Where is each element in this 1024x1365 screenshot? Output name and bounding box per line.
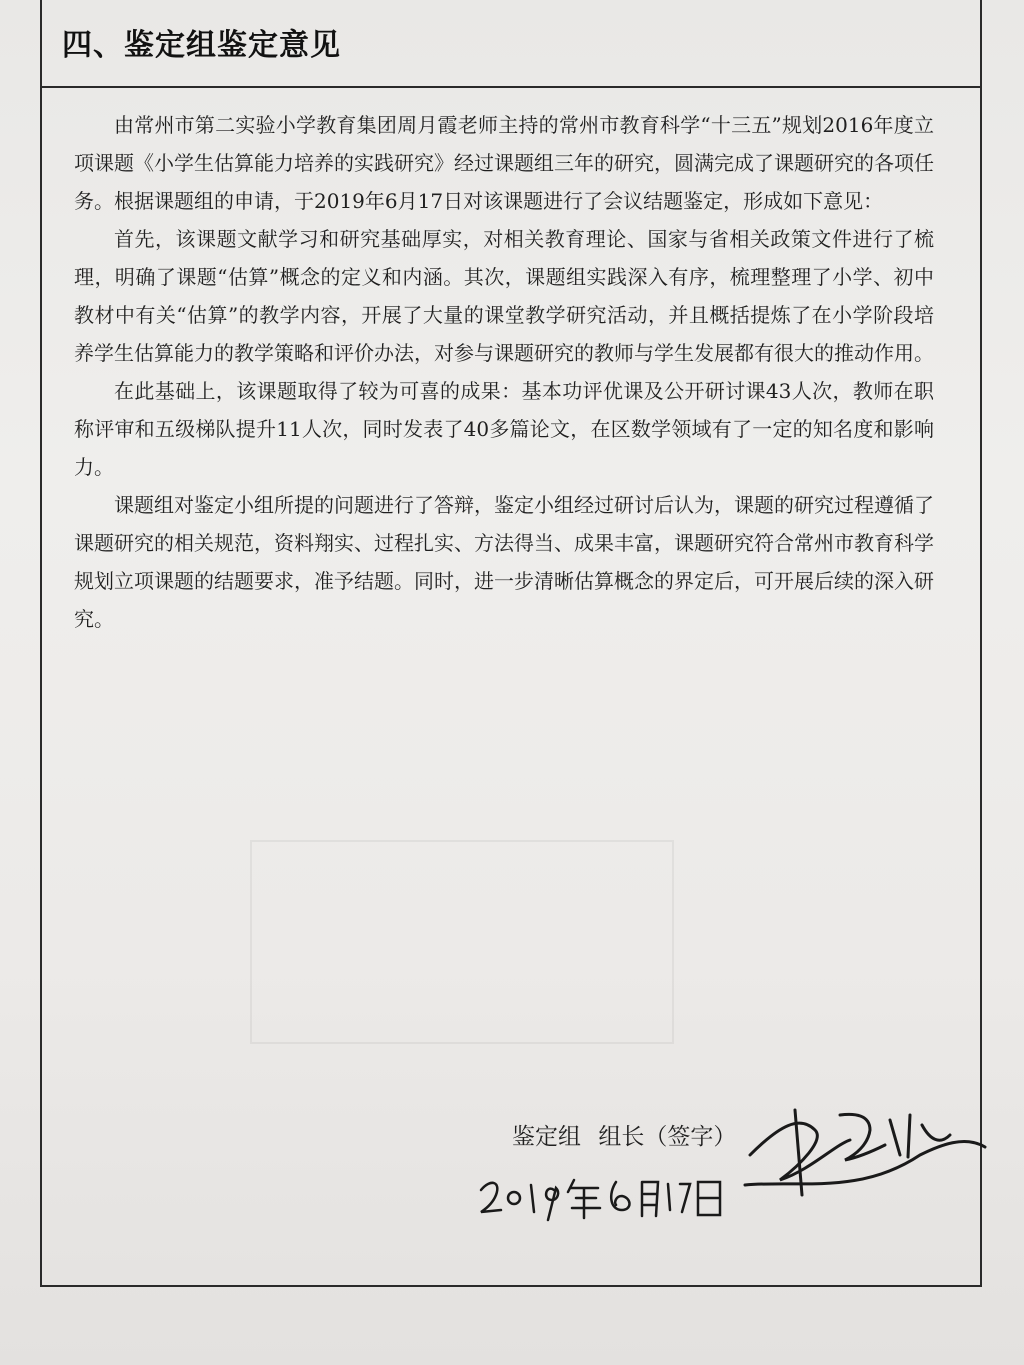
paragraph-research-basis: 首先，该课题文献学习和研究基础厚实，对相关教育理论、国家与省相关政策文件进行了梳理，明确了课题“估算”概念的定义和内涵。其次，课题组实践深入有序，梳理整理了小学、初中教材中有关“估算”的教学内容，开展了大量的课堂教学研究活动，并且概括提炼了在小学阶段培养学生估算能力的教学策略和评价办法，对参与课题研究的教师与学生发展都有很大的推动作用。 [74,227,934,365]
paragraph-achievements: 在此基础上，该课题取得了较为可喜的成果：基本功评优课及公开研讨课43人次，教师在职称评审和五级梯队提升11人次，同时发表了40多篇论文，在区数学领域有了一定的知名度和影响力。 [74,379,934,479]
group-leader-label: 组长（签字） [598,1124,737,1150]
opinion-body [74,106,934,638]
signature-line [512,1118,746,1151]
handwritten-signature [740,1085,990,1215]
appraisal-group-label: 鉴定组 [512,1124,581,1150]
handwritten-date [476,1160,726,1240]
section-header-row [42,0,980,88]
section-title: 四、鉴定组鉴定意见 [62,28,341,63]
paragraph-conclusion: 课题组对鉴定小组所提的问题进行了答辩，鉴定小组经过研讨后认为，课题的研究过程遵循了课题研究的相关规范，资料翔实、过程扎实、方法得当、成果丰富，课题研究符合常州市教育科学规划立项课题的结题要求，准予结题。同时，进一步清晰估算概念的界定后，可开展后续的深入研究。 [74,493,934,631]
paragraph-intro: 由常州市第二实验小学教育集团周月霞老师主持的常州市教育科学“十三五”规划2016年度立项课题《小学生估算能力培养的实践研究》经过课题组三年的研究，圆满完成了课题研究的各项任务。根据课题组的申请，于2019年6月17日对该课题进行了会议结题鉴定，形成如下意见： [74,113,934,213]
